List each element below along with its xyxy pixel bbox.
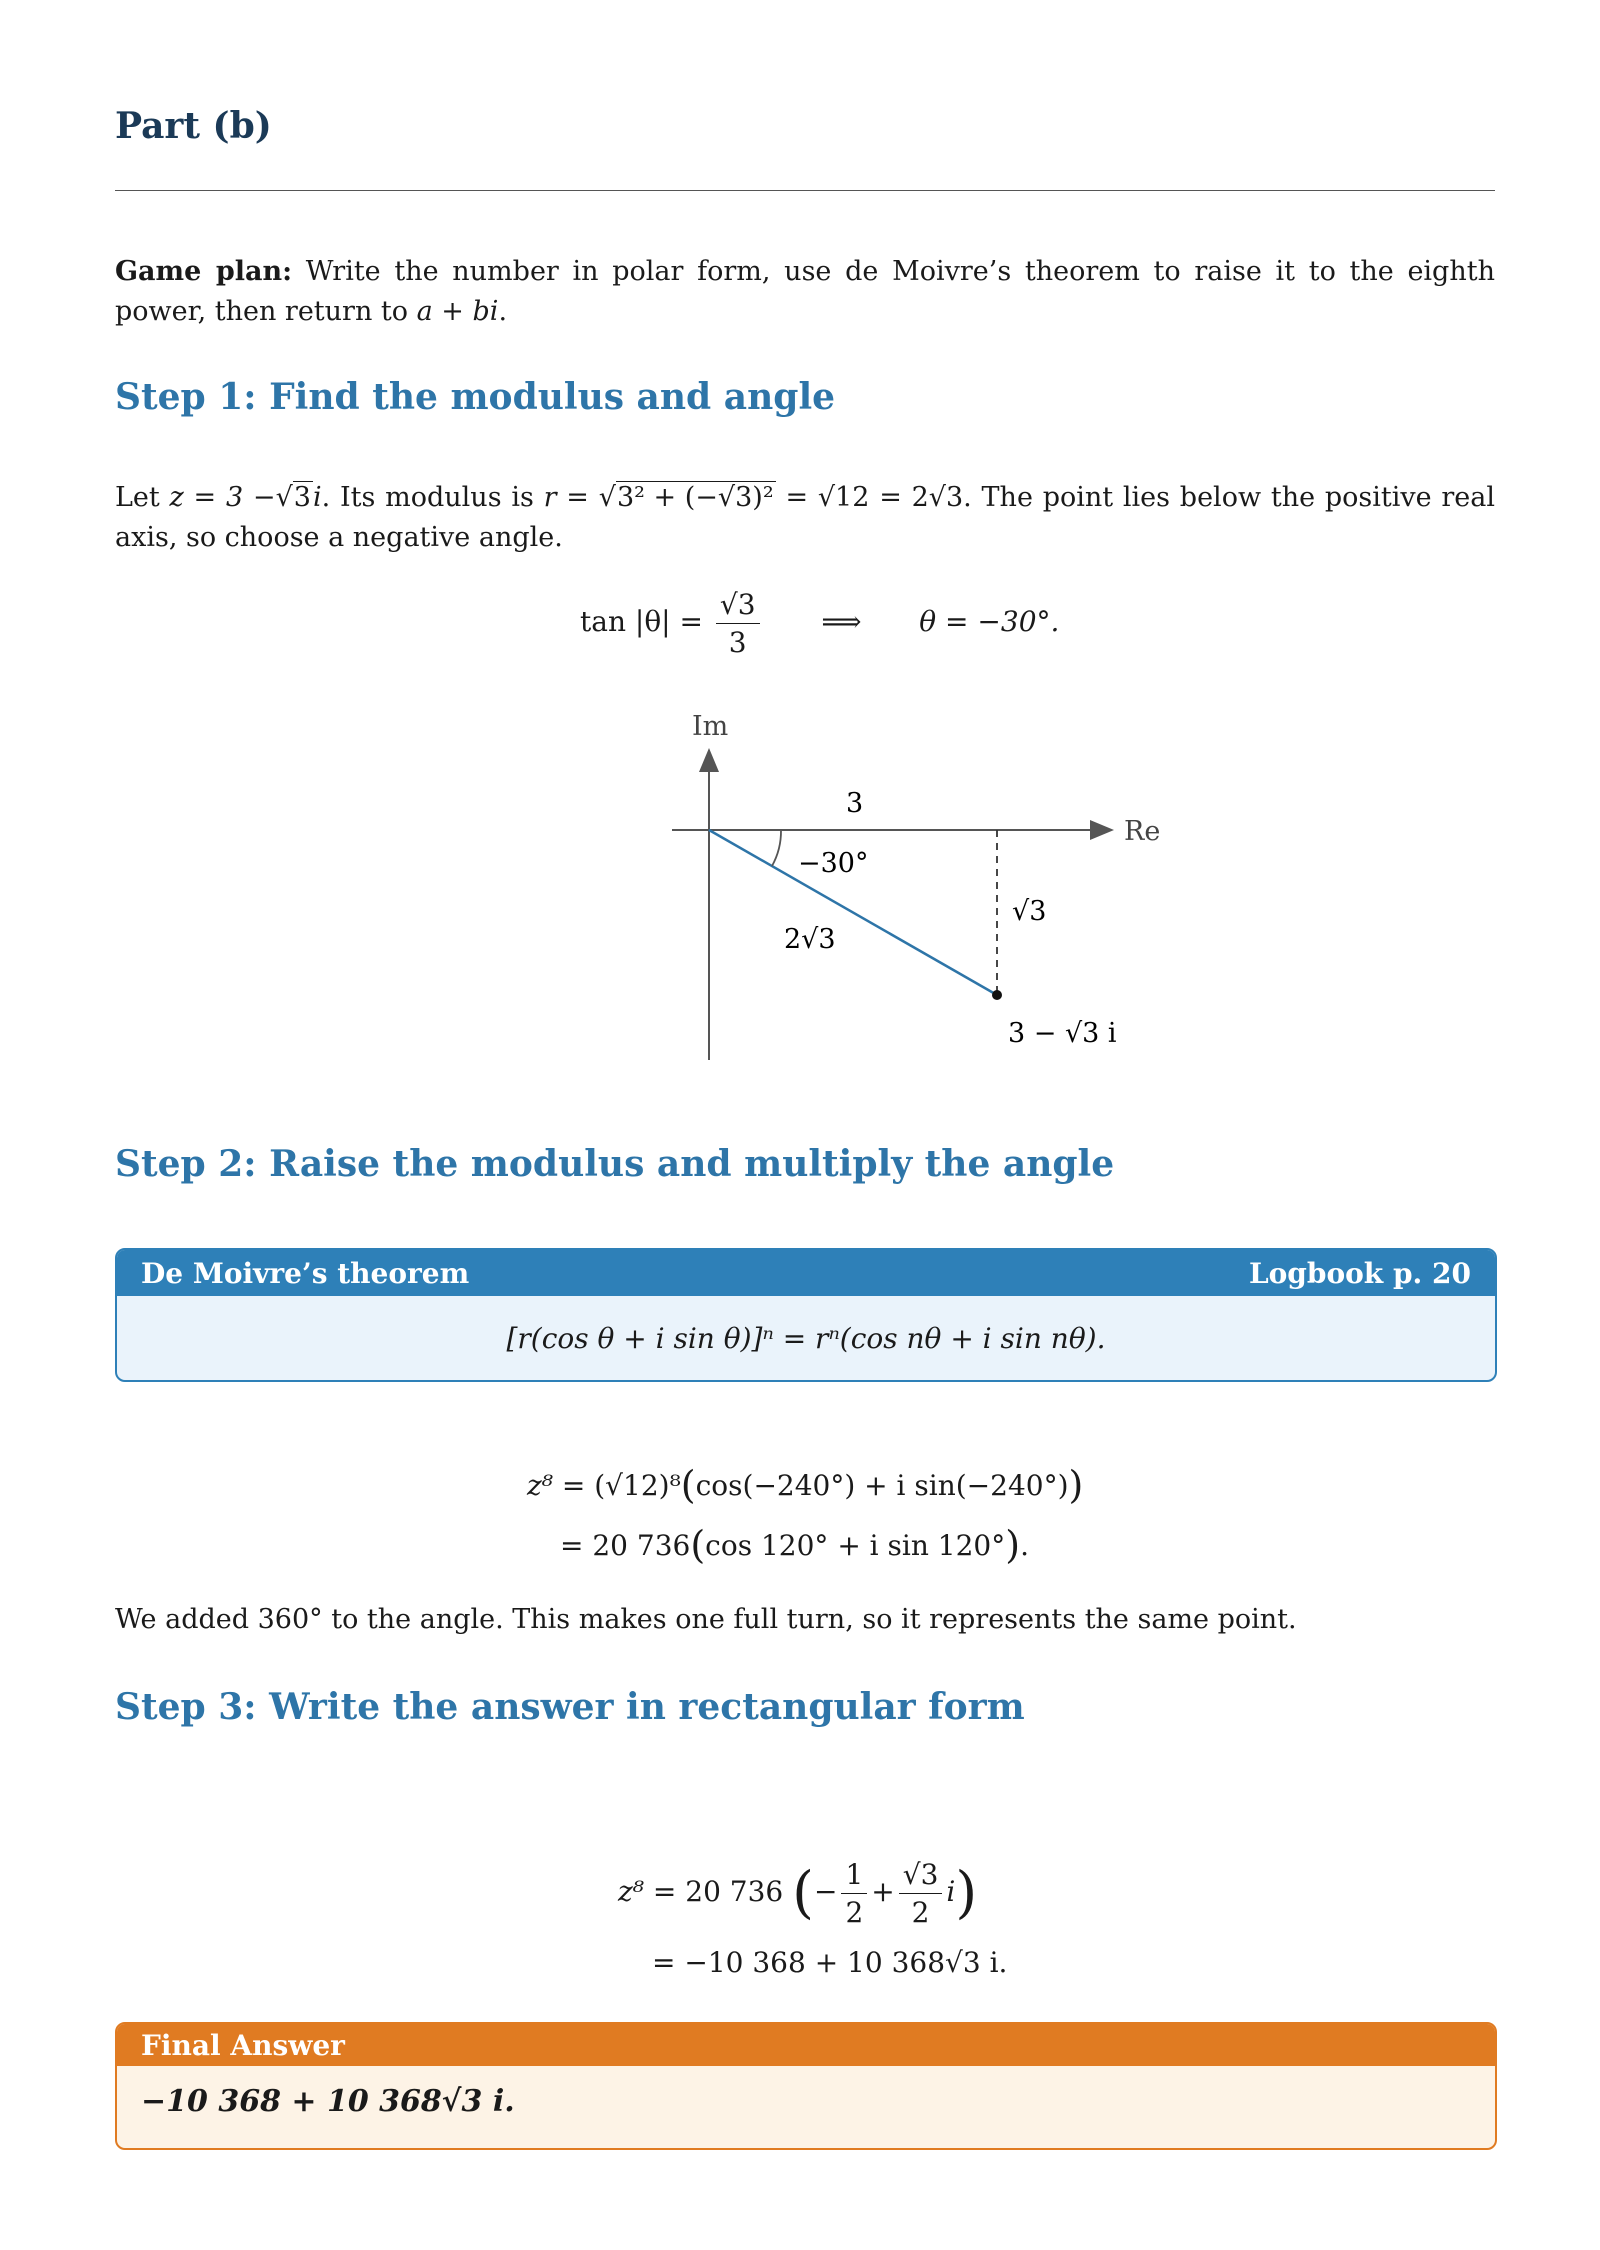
theorem-reference: Logbook p. 20: [1248, 1256, 1471, 1290]
implies-arrow: ⟹: [821, 605, 862, 638]
z8-trig2: cos 120° + i sin 120°: [705, 1529, 1006, 1562]
z8-lhs: z⁸: [527, 1469, 553, 1502]
z8-trig1: cos(−240°) + i sin(−240°): [695, 1469, 1069, 1502]
rect-equation-line1: z⁸ = 20 736 (− $\frac{1}{2}$ + $\frac{√3}{2}$ i): [618, 1858, 978, 1929]
point-marker: [992, 990, 1002, 1000]
step1-modulus-intro: . Its modulus is: [321, 482, 544, 513]
z8-equation-line2: = 20 736(cos 120° + i sin 120°).: [560, 1523, 1029, 1567]
sqrt3-term: √3: [275, 482, 311, 513]
game-plan: [115, 252, 1495, 332]
angle-note: We added 360° to the angle. This makes one full turn, so it represents the same point.: [115, 1604, 1297, 1635]
rect-equation-line2: = −10 368 + 10 368√3 i.: [652, 1946, 1008, 1979]
tan-equation: [580, 588, 1059, 659]
angle-label: −30°: [798, 848, 869, 879]
point-label: 3 − √3 i: [1008, 1018, 1117, 1049]
theta-value: θ = −30°.: [919, 605, 1060, 638]
adjacent-label: 3: [846, 788, 864, 819]
final-answer-value: −10 368 + 10 368√3 i.: [141, 2084, 515, 2119]
complex-plane-diagram: [540, 700, 1180, 1080]
angle-arc: [772, 830, 781, 866]
hypotenuse-label: 2√3: [784, 924, 836, 955]
z-definition: z = 3 −: [169, 482, 276, 513]
z8-power: = (√12)⁸: [561, 1469, 681, 1502]
game-plan-end: .: [498, 296, 508, 327]
re-label: Re: [1124, 816, 1161, 847]
step1-paragraph: [115, 478, 1495, 558]
z8-simplified: = 20 736: [560, 1529, 691, 1562]
final-answer-box: [115, 2022, 1497, 2150]
theorem-box-header: [117, 1250, 1495, 1296]
imag-unit: i: [312, 482, 322, 513]
r-equals: r =: [543, 482, 589, 513]
im-label: Im: [692, 711, 729, 742]
theorem-box: [115, 1248, 1497, 1382]
theorem-formula: [r(cos θ + i sin θ)]ⁿ = rⁿ(cos nθ + i sin nθ).: [506, 1322, 1106, 1355]
z8-equation-line1: z⁸ = (√12)⁸(cos(−240°) + i sin(−240°)): [527, 1463, 1084, 1507]
rect-lhs: z⁸: [618, 1875, 644, 1908]
fraction-half: $\frac{1}{2}$: [841, 1858, 867, 1929]
final-answer-title: Final Answer: [117, 2024, 1495, 2066]
tan-fraction: $\frac{√3}{3}$: [716, 588, 760, 659]
rect-coef: = 20 736: [652, 1875, 784, 1908]
step3-heading: Step 3: Write the answer in rectangular form: [115, 1686, 1025, 1728]
part-title: Part (b): [115, 105, 272, 147]
step1-rest: . The point lies below the positive real axis, so choose a negative angle.: [115, 482, 1495, 553]
modulus-radical: √3² + (−√3)²: [598, 482, 774, 513]
step2-heading: Step 2: Raise the modulus and multiply the angle: [115, 1143, 1115, 1185]
theorem-title: De Moivre’s theorem: [141, 1256, 470, 1290]
game-plan-text: Write the number in polar form, use de Moivre’s theorem to raise it to the eighth power, then return to: [115, 256, 1495, 327]
fraction-root3-half: $\frac{√3}{2}$: [899, 1858, 943, 1929]
divider: [115, 190, 1495, 191]
game-plan-label: Game plan:: [115, 256, 293, 287]
step1-heading: Step 1: Find the modulus and angle: [115, 376, 836, 418]
modulus-value: = √12 = 2√3: [785, 482, 964, 513]
opposite-label: √3: [1012, 896, 1047, 927]
tan-lhs: tan |θ| =: [580, 605, 703, 638]
step1-intro: Let: [115, 482, 170, 513]
game-plan-expr: a + bi: [416, 296, 499, 327]
